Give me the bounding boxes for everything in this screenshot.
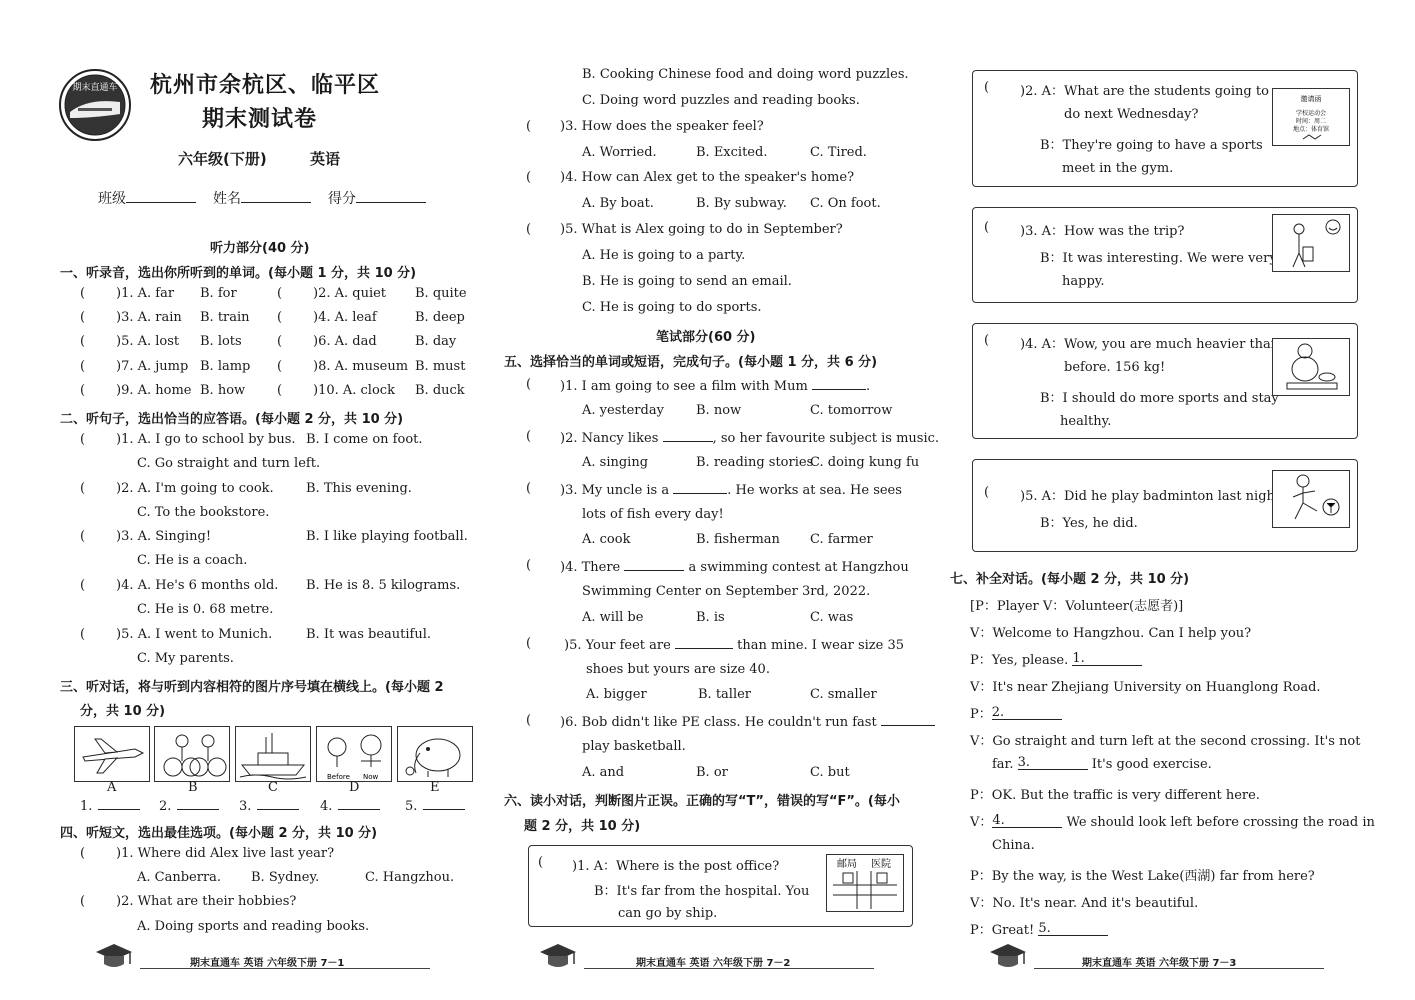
caption-now: Now [363,773,379,781]
invite-line-1: 邀请函 [1300,95,1322,103]
s1-item-8: )8. A. museum [313,359,409,374]
s5-q2-b: B. reading stories [696,455,814,470]
s6-d4-a2: before. 156 kg! [1064,360,1166,375]
s7-blank-1[interactable]: 1. [1072,653,1142,666]
answer-paren[interactable]: ( [80,481,86,496]
s6-d1-b1: B：It's far from the hospital. You [594,884,810,899]
answer-paren[interactable]: ( [80,578,86,593]
s5-q5-a: A. bigger [586,687,647,702]
s5-q6-cont: play basketball. [582,739,686,754]
graduation-cap-icon [92,940,136,970]
section-7-heading: 七、补全对话。(每小题 2 分，共 10 分) [950,572,1190,587]
invite-line-2: 学校运动会 [1295,110,1327,117]
s7-legend: [P：Player V：Volunteer(志愿者)] [970,599,1184,614]
s5-q3-a: A. cook [582,532,631,547]
s3-answer-5[interactable]: 5. [405,797,465,814]
page-1 [0,0,480,1000]
s3-answer-1[interactable]: 1. [80,797,140,814]
s5-q4-b: B. is [696,610,725,625]
s1-item-1: )1. A. far [116,286,175,301]
answer-paren[interactable]: ( [80,359,86,374]
s1-item-4: )4. A. leaf [313,310,377,325]
s2-q1-a: )1. A. I go to school by bus. [116,432,296,447]
answer-paren[interactable]: ( [80,286,86,301]
s7-line-3: V：It's near Zhejiang University on Huanglong Road. [970,680,1321,695]
answer-paren[interactable]: ( [80,310,86,325]
s4-q4-c: C. On foot. [810,196,881,211]
s2-q5-b: B. It was beautiful. [306,627,431,642]
s4-q4: )4. How can Alex get to the speaker's home? [560,170,855,185]
s5-q1-c: C. tomorrow [810,403,893,418]
s7-line-9: China. [992,838,1035,853]
s6-d3-b2: happy. [1062,274,1105,289]
s1-item-10: )10. A. clock [313,383,395,398]
answer-paren[interactable]: ( [277,310,283,325]
answer-paren[interactable]: ( [984,333,990,348]
s6-d5-b: B：Yes, he did. [1040,516,1138,531]
answer-paren[interactable]: ( [526,429,532,444]
s3-answer-3[interactable]: 3. [239,797,299,814]
s1-item-6: )6. A. dad [313,334,377,349]
s2-q4-c: C. He is 0. 68 metre. [137,602,274,617]
score-field[interactable] [328,188,426,208]
s2-q3-a: )3. A. Singing! [116,529,212,544]
grade-label: 六年级(下册) [178,150,267,168]
subject-label: 英语 [310,150,341,168]
s1-item-8-b: B. must [415,359,466,374]
s7-line-12: P：Great! 5. [970,919,1108,938]
s5-q3-b: B. fisherman [696,532,780,547]
s4-q5-c: C. He is going to do sports. [582,300,762,315]
answer-paren[interactable]: ( [277,286,283,301]
s1-item-9: )9. A. home [116,383,192,398]
s4-q1-b: B. Sydney. [251,870,320,885]
elephant-picture [397,726,473,782]
s5-q6-a: A. and [582,765,625,780]
s2-q5-c: C. My parents. [137,651,234,666]
s7-line-1: V：Welcome to Hangzhou. Can I help you? [970,626,1252,641]
s6-d4-b1: B：I should do more sports and stay [1040,391,1279,406]
s6-d1-a: )1. A：Where is the post office? [572,859,780,874]
s6-d2-b2: meet in the gym. [1062,161,1174,176]
s4-q2-c: C. Doing word puzzles and reading books. [582,93,860,108]
s4-q5: )5. What is Alex going to do in September? [560,222,843,237]
listening-heading: 听力部分(40 分) [210,241,310,256]
s7-line-6: far. 3. It's good exercise. [992,755,1212,772]
s1-item-4-b: B. deep [415,310,465,325]
answer-paren[interactable]: ( [984,485,990,500]
s1-item-10-b: B. duck [415,383,465,398]
s5-q5-b: B. taller [698,687,752,702]
s4-q1-a: A. Canberra. [137,870,222,885]
writing-heading: 笔试部分(60 分) [656,330,756,345]
exam-title-line2: 期末测试卷 [202,107,318,132]
s7-blank-2[interactable]: 2. [992,707,1062,720]
post-office-label: 邮局 [837,859,857,870]
s2-q2-c: C. To the bookstore. [137,505,270,520]
s5-q3-c: C. farmer [810,532,873,547]
s2-q3-c: C. He is a coach. [137,553,248,568]
s1-item-3-b: B. train [200,310,250,325]
s4-q2-b: B. Cooking Chinese food and doing word puzzles. [582,67,909,82]
answer-paren[interactable]: ( [984,220,990,235]
s7-blank-3[interactable]: 3. [1018,757,1088,770]
s6-d2-a2: do next Wednesday? [1064,107,1199,122]
answer-paren[interactable]: ( [80,894,86,909]
s7-line-2: P：Yes, please. 1. [970,649,1142,668]
s2-q4-a: )4. A. He's 6 months old. [116,578,279,593]
s1-item-5: )5. A. lost [116,334,180,349]
section-6-heading-2: 题 2 分，共 10 分) [524,819,641,834]
s2-q5-a: )5. A. I went to Munich. [116,627,273,642]
s4-q3: )3. How does the speaker feel? [560,119,764,134]
s7-line-4: P：2. [970,703,1062,722]
s1-item-7: )7. A. jump [116,359,189,374]
s3-answer-2[interactable]: 2. [159,797,219,814]
s5-q5-c: C. smaller [810,687,877,702]
s7-line-8: V：4. We should look left before crossing the road in [970,813,1375,830]
section-1-heading: 一、听录音，选出你所听到的单词。(每小题 1 分，共 10 分) [60,266,417,281]
s6-d4-b2: healthy. [1060,414,1112,429]
pic-letter-d: D [349,780,360,795]
answer-paren[interactable]: ( [80,334,86,349]
before-now-picture [316,726,392,782]
post-office-map-picture [826,854,904,912]
s1-item-5-b: B. lots [200,334,242,349]
answer-paren[interactable]: ( [80,383,86,398]
answer-paren[interactable]: ( [80,529,86,544]
s5-q1: )1. I am going to see a film with Mum . [560,379,871,394]
s1-item-3: )3. A. rain [116,310,182,325]
answer-paren[interactable]: ( [526,481,532,496]
answer-paren[interactable]: ( [277,334,283,349]
s6-d4-a1: )4. A：Wow, you are much heavier than [1020,337,1280,352]
s4-q1-c: C. Hangzhou. [365,870,455,885]
s2-q2-b: B. This evening. [306,481,412,496]
pic-letter-b: B [188,780,198,795]
answer-paren[interactable]: ( [526,558,532,573]
s2-q1-b: B. I come on foot. [306,432,423,447]
hospital-label: 医院 [871,859,891,870]
s6-d2-b1: B：They're going to have a sports [1040,138,1263,153]
s5-q6-c: C. but [810,765,850,780]
s5-q1-b: B. now [696,403,742,418]
footer-text: 期末直通车 英语 六年级下册 7－2 [636,958,791,969]
cyclists-picture [154,726,230,782]
name-label: 姓名 [213,191,241,207]
s7-blank-5[interactable]: 5. [1038,923,1108,936]
s1-item-2-b: B. quite [415,286,467,301]
s4-q2: )2. What are their hobbies? [116,894,297,909]
s5-q4-c: C. was [810,610,854,625]
s6-d2-a1: )2. A：What are the students going to [1020,84,1269,99]
answer-paren[interactable]: ( [80,846,86,861]
s1-item-6-b: B. day [415,334,457,349]
s1-item-7-b: B. lamp [200,359,251,374]
s4-q1: )1. Where did Alex live last year? [116,846,335,861]
s5-q3-cont: lots of fish every day! [582,507,724,522]
name-field[interactable] [213,188,311,208]
s7-line-11: V：No. It's near. And it's beautiful. [970,896,1199,911]
boat-picture [235,726,311,782]
footer-text: 期末直通车 英语 六年级下册 7－1 [190,958,345,969]
s5-q6: )6. Bob didn't like PE class. He couldn't run fast [560,713,935,730]
section-4-heading: 四、听短文，选出最佳选项。(每小题 2 分，共 10 分) [60,826,378,841]
s4-q2-a: A. Doing sports and reading books. [137,919,370,934]
pic-letter-e: E [430,780,440,795]
invite-line-4: 地点：体育馆 [1292,126,1330,133]
s5-q4-a: A. will be [582,610,644,625]
s6-d3-b1: B：It was interesting. We were very [1040,251,1277,266]
football-player-picture [1272,470,1350,528]
s4-q5-b: B. He is going to send an email. [582,274,792,289]
s7-line-10: P：By the way, is the West Lake(西湖) far from here? [970,869,1315,884]
invite-line-3: 时间：周二 [1295,118,1327,125]
s4-q3-c: C. Tired. [810,145,867,160]
s7-blank-4[interactable]: 4. [992,815,1062,828]
s7-line-7: P：OK. But the traffic is very different here. [970,788,1260,803]
s4-q5-a: A. He is going to a party. [582,248,746,263]
page-3 [940,0,1415,1000]
score-label: 得分 [328,191,356,207]
section-3-heading-1: 三、听对话，将与听到内容相符的图片序号填在横线上。(每小题 2 [60,680,444,695]
s5-q2-c: C. doing kung fu [810,455,920,470]
answer-paren[interactable]: ( [80,627,86,642]
answer-paren[interactable]: ( [277,383,283,398]
s5-q5-cont: shoes but yours are size 40. [586,662,770,677]
pic-letter-c: C [268,780,278,795]
s2-q1-c: C. Go straight and turn left. [137,456,321,471]
s2-q2-a: )2. A. I'm going to cook. [116,481,274,496]
answer-paren[interactable]: ( [526,713,532,728]
s5-q2-a: A. singing [582,455,649,470]
s5-q4: )4. There a swimming contest at Hangzhou [560,560,909,575]
graduation-cap-icon [986,940,1030,970]
airplane-picture [74,726,150,782]
s4-q4-a: A. By boat. [582,196,654,211]
answer-paren[interactable]: ( [277,359,283,374]
s6-d1-b2: can go by ship. [618,906,718,921]
svg-text:期末直通车: 期末直通车 [72,83,118,93]
invitation-picture [1272,88,1350,146]
footer-text: 期末直通车 英语 六年级下册 7－3 [1082,958,1237,969]
graduation-cap-icon [536,940,580,970]
answer-paren[interactable]: ( [526,119,532,134]
s1-item-1-b: B. for [200,286,237,301]
s4-q3-b: B. Excited. [696,145,768,160]
class-label: 班级 [98,191,126,207]
s3-answer-4[interactable]: 4. [320,797,380,814]
answer-paren[interactable]: ( [526,170,532,185]
section-2-heading: 二、听句子，选出恰当的应答语。(每小题 2 分，共 10 分) [60,412,404,427]
s5-q4-cont: Swimming Center on September 3rd, 2022. [582,584,871,599]
caption-before: Before [327,773,350,781]
answer-paren[interactable]: ( [538,855,544,870]
travel-picture [1272,214,1350,272]
section-6-heading-1: 六、读小对话，判断图片正误。正确的写“T”，错误的写“F”。(每小 [504,794,900,809]
exam-title-line1: 杭州市余杭区、临平区 [150,73,381,98]
answer-paren[interactable]: ( [526,377,532,392]
answer-paren[interactable]: ( [984,80,990,95]
answer-paren[interactable]: ( [526,636,532,651]
s6-d5-a: )5. A：Did he play badminton last night? [1020,489,1288,504]
s5-q6-b: B. or [696,765,728,780]
s4-q4-b: B. By subway. [696,196,787,211]
section-5-heading: 五、选择恰当的单词或短语，完成句子。(每小题 1 分，共 6 分) [504,355,878,370]
logo-seal-icon [58,68,132,142]
class-field[interactable] [98,188,196,208]
s5-q3: )3. My uncle is a . He works at sea. He sees [560,483,902,498]
s1-item-2: )2. A. quiet [313,286,387,301]
pic-letter-a: A [107,780,117,795]
weighing-scale-picture [1272,338,1350,396]
s5-q5: )5. Your feet are than mine. I wear size 35 [564,638,905,653]
answer-paren[interactable]: ( [526,222,532,237]
s5-q1-a: A. yesterday [582,403,664,418]
s2-q4-b: B. He is 8. 5 kilograms. [306,578,461,593]
s4-q3-a: A. Worried. [582,145,657,160]
s7-line-5: V：Go straight and turn left at the second crossing. It's not [970,734,1361,749]
s2-q3-b: B. I like playing football. [306,529,468,544]
answer-paren[interactable]: ( [80,432,86,447]
page-2 [480,0,940,1000]
section-3-heading-2: 分，共 10 分) [80,704,166,719]
s6-d3-a: )3. A：How was the trip? [1020,224,1185,239]
s5-q2: )2. Nancy likes , so her favourite subject is music. [560,431,940,446]
s1-item-9-b: B. how [200,383,246,398]
